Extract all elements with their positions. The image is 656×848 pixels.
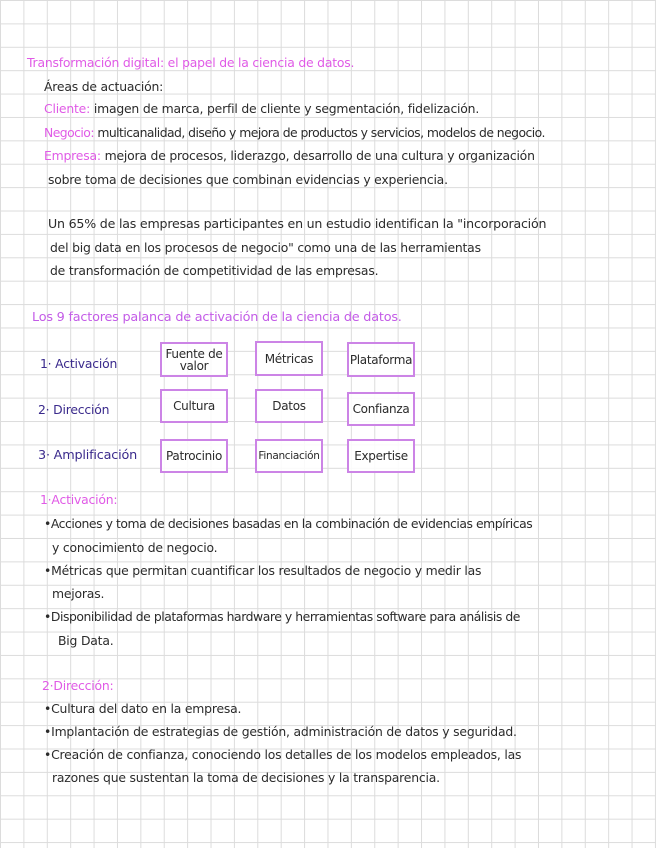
area-empresa-label: Empresa: (44, 148, 101, 163)
factor-box-patrocinio: Patrocinio (160, 439, 228, 473)
direccion-bullet-1: •Cultura del dato en la empresa. (44, 701, 242, 716)
area-empresa (44, 148, 535, 164)
study-line-1: Un 65% de las empresas participantes en un estudio identifican la "incorporación (48, 216, 547, 231)
factor-box-plataforma: Plataforma (347, 342, 415, 377)
factor-box-metricas: Métricas (255, 341, 323, 376)
activacion-bullet-1-line-1: •Acciones y toma de decisiones basadas en la combinación de evidencias empíricas (44, 516, 533, 531)
area-negocio-text: multicanalidad, diseño y mejora de productos y servicios, modelos de negocio. (97, 125, 545, 140)
factor-row-3-label: 3· Amplificación (38, 448, 138, 463)
activacion-bullet-3-line-1: •Disponibilidad de plataformas hardware y herramientas software para análisis de (44, 609, 520, 624)
area-cliente-label: Cliente: (44, 101, 91, 116)
area-cliente (44, 101, 479, 117)
factors-title: Los 9 factores palanca de activación de la ciencia de datos. (32, 310, 402, 325)
factor-box-fuente-de-valor: Fuente de valor (160, 342, 228, 377)
factor-box-confianza: Confianza (347, 392, 415, 426)
direccion-bullet-3-line-2: razones que sustentan la toma de decisiones y la transparencia. (52, 770, 440, 785)
direccion-bullet-3-line-1: •Creación de confianza, conociendo los detalles de los modelos empleados, las (44, 747, 522, 762)
area-negocio (44, 125, 545, 141)
areas-heading: Áreas de actuación: (44, 79, 164, 94)
study-line-2: del big data en los procesos de negocio" como una de las herramientas (50, 240, 481, 255)
factor-row-1-label: 1· Activación (40, 356, 118, 371)
activacion-bullet-2-line-2: mejoras. (52, 586, 105, 601)
area-cliente-text: imagen de marca, perfil de cliente y segmentación, fidelización. (93, 101, 480, 116)
study-line-3: de transformación de competitividad de las empresas. (50, 263, 379, 278)
direccion-bullet-2: •Implantación de estrategias de gestión, administración de datos y seguridad. (44, 724, 517, 739)
factor-row-2-label: 2· Dirección (38, 402, 110, 417)
factor-box-expertise: Expertise (347, 439, 415, 473)
activacion-bullet-1-line-2: y conocimiento de negocio. (52, 540, 218, 555)
activacion-bullet-3-line-2: Big Data. (58, 633, 114, 648)
area-negocio-label: Negocio: (44, 125, 94, 140)
activacion-heading: 1·Activación: (40, 492, 118, 507)
page-title: Transformación digital: el papel de la ciencia de datos. (27, 55, 355, 70)
factor-box-financiacion: Financiación (255, 439, 323, 473)
factor-box-datos: Datos (255, 389, 323, 423)
area-empresa-text-2: sobre toma de decisiones que combinan evidencias y experiencia. (48, 172, 448, 187)
factor-box-cultura: Cultura (160, 389, 228, 423)
activacion-bullet-2-line-1: •Métricas que permitan cuantificar los resultados de negocio y medir las (44, 563, 482, 578)
direccion-heading: 2·Dirección: (42, 678, 114, 693)
area-empresa-text-1: mejora de procesos, liderazgo, desarrollo de una cultura y organización (104, 148, 535, 163)
